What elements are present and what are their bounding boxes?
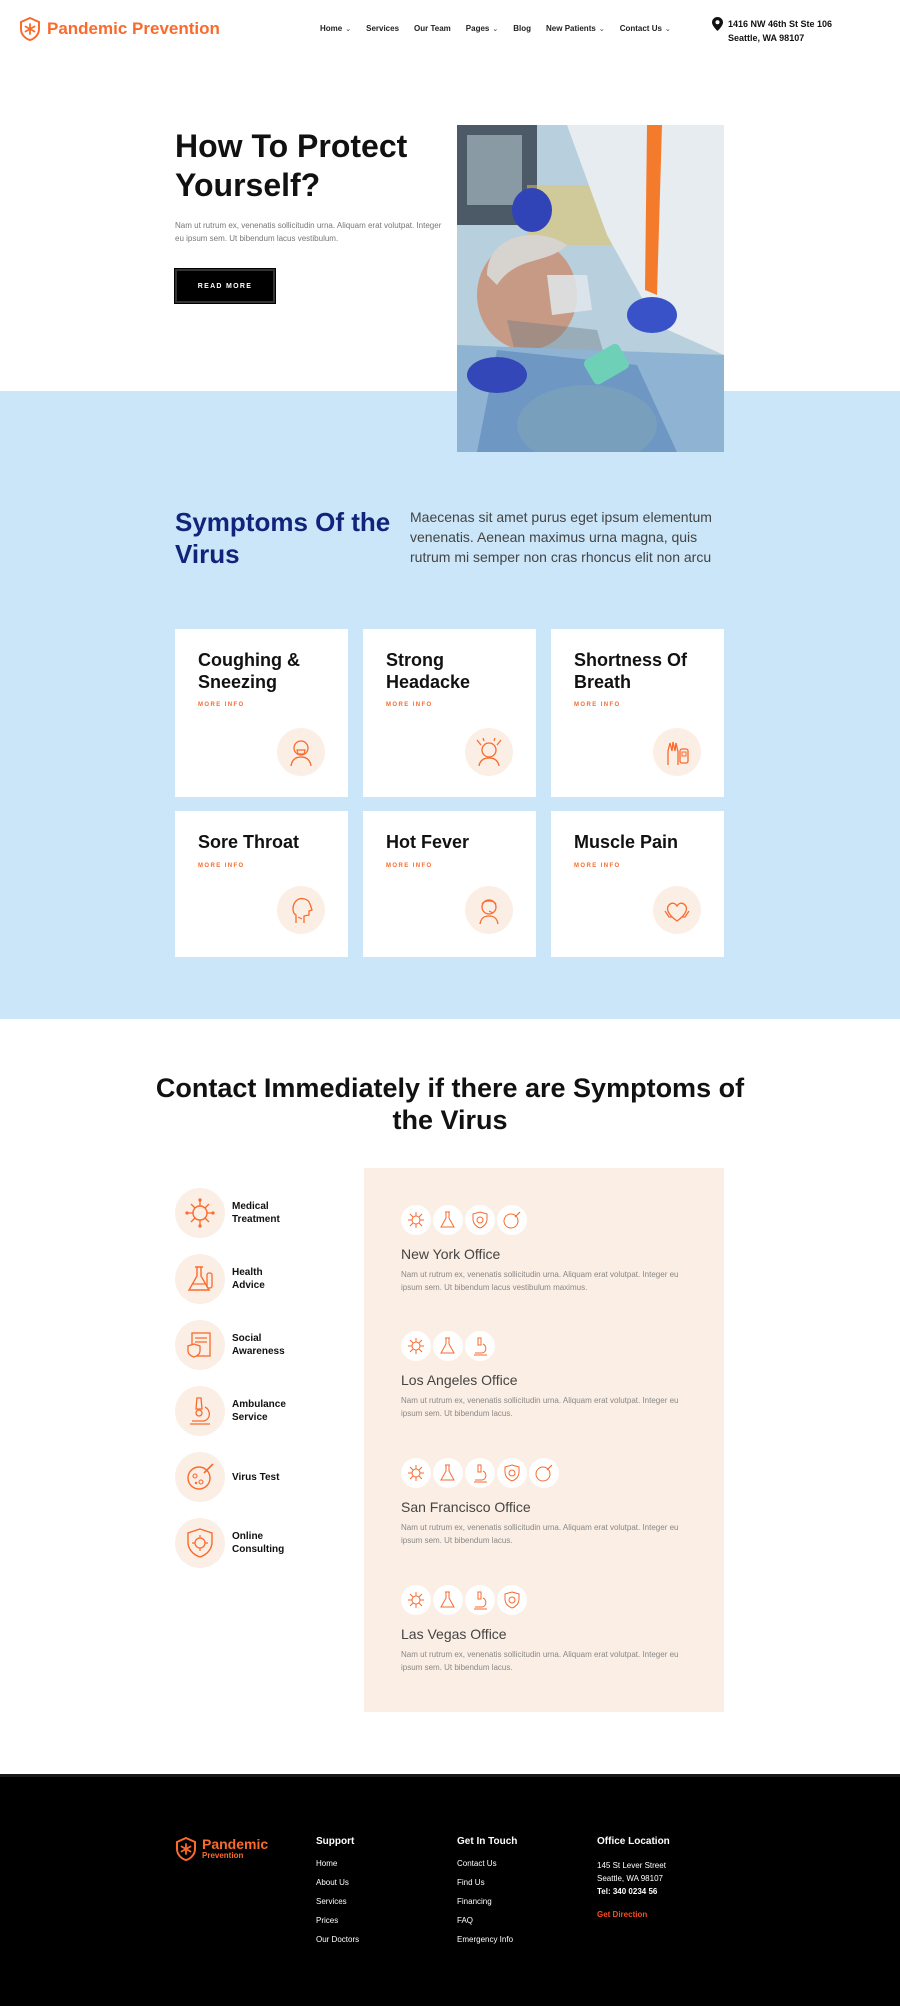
office-sf [401,1458,701,1547]
chevron-down-icon: ⌄ [664,25,671,33]
footer-logo[interactable] [175,1837,268,1861]
virus-shield-icon [175,1518,225,1568]
shield-icon [465,1205,495,1235]
service-label: Online Consulting [232,1531,285,1555]
footer-link[interactable]: Financing [457,1897,492,1906]
flask-icon [433,1205,463,1235]
nav-blog[interactable] [513,24,531,33]
footer-link[interactable]: Prices [316,1916,339,1925]
footer-get-in-touch [457,1836,517,1954]
service-label: Health Advice [232,1267,265,1291]
nav-label: Home [320,24,343,33]
footer-office-location [597,1836,670,1919]
service-label: Social Awareness [232,1333,285,1357]
office-lv [401,1585,701,1674]
microscope-icon [465,1458,495,1488]
footer-link[interactable]: About Us [316,1878,349,1887]
footer-logo-sub: Prevention [202,1851,244,1860]
chevron-down-icon: ⌄ [345,25,352,33]
office-la [401,1331,701,1420]
office-text: Nam ut rutrum ex, venenatis sollicitudin urna. Aliquam erat volutpat. Integer eu ipsum sem. Ut bibendum lacus. [401,1650,679,1672]
shield-logo-icon [19,17,41,41]
offices-panel [364,1168,724,1712]
more-info-link[interactable]: MORE INFO [574,702,621,708]
nav-contact-us[interactable] [620,24,671,33]
read-more-button[interactable]: READ MORE [175,269,275,303]
main-nav [320,24,686,33]
footer-logo-name: Pandemic [202,1836,269,1852]
symptom-card[interactable] [363,811,536,957]
card-title: Coughing & Sneezing [198,650,300,692]
office-text: Nam ut rutrum ex, venenatis sollicitudin urna. Aliquam erat volutpat. Integer eu ipsum sem. Ut bibendum lacus. [401,1523,679,1545]
nav-label: Contact Us [619,24,662,33]
symptom-card[interactable] [175,629,348,797]
card-title: Shortness Of Breath [574,650,688,692]
virus-icon [401,1331,431,1361]
sore-throat-icon [277,886,325,934]
symptom-card[interactable] [551,811,724,957]
more-info-link[interactable]: MORE INFO [198,702,245,708]
symptom-card[interactable] [175,811,348,957]
symptom-card[interactable] [363,629,536,797]
headache-person-icon [465,728,513,776]
nav-home[interactable] [320,24,351,33]
nav-new-patients[interactable] [546,24,605,33]
address-line-1: 1416 NW 46th St Ste 106 [728,19,833,29]
symptom-card[interactable] [551,629,724,797]
hero-image [457,125,724,452]
office-name: Los Angeles Office [401,1372,518,1388]
office-name: San Francisco Office [401,1499,531,1515]
petri-dish-icon [175,1452,225,1502]
footer-heading: Support [316,1836,355,1847]
site-logo[interactable] [19,17,220,41]
virus-icon [175,1188,225,1238]
footer-address-line: 145 St Lever Street [597,1861,666,1870]
footer-address-line: Seattle, WA 98107 [597,1874,663,1883]
footer-link[interactable]: Our Doctors [316,1935,360,1944]
shield-icon [497,1585,527,1615]
get-direction-link[interactable]: Get Direction [597,1910,648,1919]
nav-pages[interactable] [466,24,498,33]
chevron-down-icon: ⌄ [492,25,499,33]
footer-link[interactable]: Services [316,1897,347,1906]
nav-services[interactable] [366,24,399,33]
flask-icon [175,1254,225,1304]
contact-title: Contact Immediately if there are Symptoms of the Virus [155,1073,745,1135]
nav-label: Our Team [414,24,451,33]
card-title: Strong Headacke [386,650,471,692]
office-name: New York Office [401,1246,501,1262]
card-title: Muscle Pain [574,832,679,852]
symptoms-title: Symptoms Of the Virus [175,507,391,569]
card-title: Sore Throat [198,832,300,852]
flask-icon [433,1331,463,1361]
office-text: Nam ut rutrum ex, venenatis sollicitudin urna. Aliquam erat volutpat. Integer eu ipsum sem. Ut bibendum lacus. [401,1396,679,1418]
service-item[interactable] [175,1452,292,1502]
logo-text: Pandemic Prevention [47,19,220,38]
footer-heading: Office Location [597,1836,670,1847]
footer-support [316,1836,359,1954]
microscope-icon [465,1585,495,1615]
office-ny [401,1205,701,1294]
footer-link[interactable]: FAQ [457,1916,474,1925]
more-info-link[interactable]: MORE INFO [386,702,433,708]
nav-label: Pages [465,24,490,33]
footer-link[interactable]: Find Us [457,1878,485,1887]
footer-link[interactable]: Home [316,1859,338,1868]
footer-heading: Get In Touch [457,1836,518,1847]
footer-link[interactable]: Contact Us [457,1859,497,1868]
fever-person-icon [465,886,513,934]
nav-label: Blog [513,24,532,33]
virus-icon [401,1205,431,1235]
map-pin-icon [712,17,723,31]
service-item[interactable] [175,1188,292,1238]
service-label: Ambulance Service [232,1399,286,1423]
virus-icon [401,1585,431,1615]
service-label: Medical Treatment [232,1201,280,1225]
office-text: Nam ut rutrum ex, venenatis sollicitudin urna. Aliquam erat volutpat. Integer eu ipsum sem. Ut bibendum lacus vestibulum maximus. [401,1270,679,1292]
shield-logo-icon [175,1837,197,1861]
nav-our-team[interactable] [414,24,451,33]
microscope-icon [175,1386,225,1436]
nav-label: Services [366,24,400,33]
virus-icon [401,1458,431,1488]
service-item[interactable] [175,1254,292,1304]
flask-icon [433,1585,463,1615]
flask-icon [433,1458,463,1488]
hero-text: Nam ut rutrum ex, venenatis sollicitudin urna. Aliquam erat volutpat. Integer eu ipsum sem. Ut bibendum lacus vestibulum. [175,221,442,243]
shield-icon [497,1458,527,1488]
address-line-2: Seattle, WA 98107 [728,33,805,43]
footer-link[interactable]: Emergency Info [457,1935,514,1944]
coughing-person-icon [277,728,325,776]
office-name: Las Vegas Office [401,1626,507,1642]
hand-inhaler-icon [653,728,701,776]
more-info-link[interactable]: MORE INFO [198,863,245,869]
header-address [712,17,832,45]
heart-hands-icon [653,886,701,934]
service-item[interactable] [175,1386,292,1436]
patient-care-photo [457,125,724,452]
card-title: Hot Fever [386,832,470,852]
petri-dish-icon [497,1205,527,1235]
chevron-down-icon: ⌄ [598,25,605,33]
nav-label: New Patients [546,24,596,33]
petri-dish-icon [529,1458,559,1488]
microscope-icon [465,1331,495,1361]
shield-scroll-icon [175,1320,225,1370]
symptoms-description: Maecenas sit amet purus eget ipsum elementum venenatis. Aenean maximus urna magna, quis rutrum mi semper non cras rhoncus elit non arcu [410,509,712,565]
more-info-link[interactable]: MORE INFO [574,863,621,869]
service-item[interactable] [175,1518,292,1568]
service-label: Virus Test [232,1471,280,1483]
footer-phone: Tel: 340 0234 56 [597,1887,658,1896]
service-item[interactable] [175,1320,292,1370]
site-footer [0,1774,900,2006]
more-info-link[interactable]: MORE INFO [386,863,433,869]
hero-title: How To Protect Yourself? [175,128,408,203]
site-header [0,0,900,60]
